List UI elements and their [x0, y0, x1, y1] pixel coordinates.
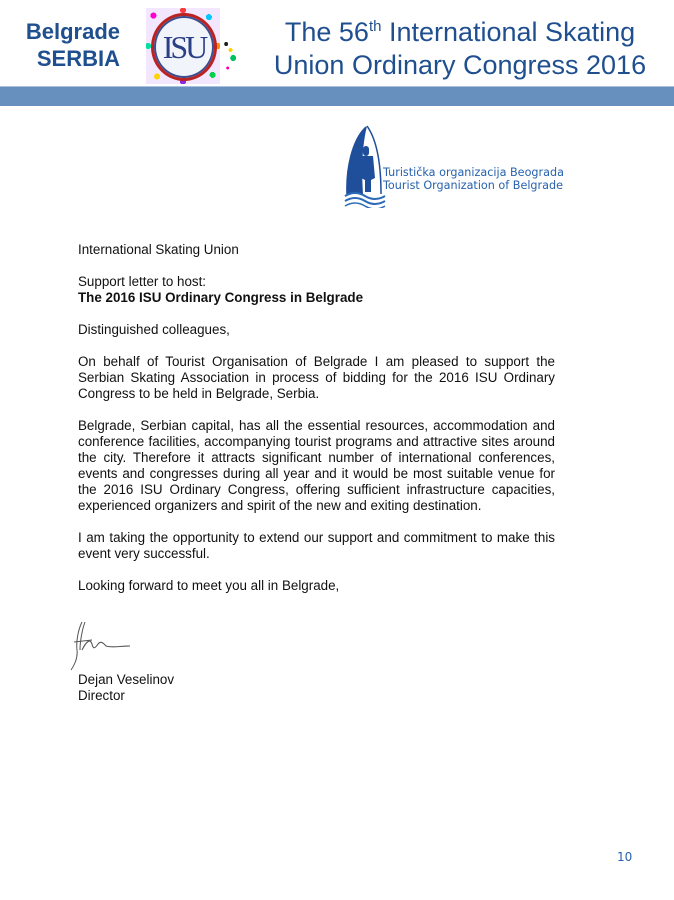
letter-body: [78, 242, 555, 610]
city-name: Belgrade: [25, 19, 120, 44]
congress-title: [250, 16, 670, 82]
isu-logo-ring: [151, 13, 217, 81]
logo-artifact-dots: [222, 36, 236, 76]
paragraph-3: I am taking the opportunity to extend our support and commitment to make this event very successful.: [78, 530, 555, 561]
title-line1-suffix: International Skating: [381, 17, 636, 47]
tourist-organization-name: [383, 166, 564, 192]
subject-block: [78, 274, 555, 306]
signer-title: Director: [78, 688, 125, 703]
isu-logo-text: ISU: [162, 28, 206, 65]
isu-logo: [146, 8, 220, 84]
subject-label: Support letter to host:: [78, 274, 207, 289]
title-prefix: The 56: [284, 17, 369, 47]
title-superscript: th: [368, 18, 382, 35]
tourist-name-english: Tourist Organization of Belgrade: [383, 179, 563, 192]
paragraph-1: On behalf of Tourist Organisation of Belgrade I am pleased to support the Serbian Skating Association in process of bidding for the 2016 ISU Ordinary Congress to be held in Belgrade, Serbia.: [78, 354, 555, 401]
signer-name: Dejan Veselinov: [78, 672, 175, 687]
header-band: [0, 86, 674, 106]
title-line-2: Union Ordinary Congress 2016: [273, 50, 647, 80]
tourist-organization-logo: [343, 124, 563, 210]
paragraph-2: Belgrade, Serbian capital, has all the essential resources, accommodation and conference facilities, accompanying tourist programs and attractive sites around the city. Therefore it attracts significant number of international conferences, events and congresses during all year and it would be most suitable venue for the 2016 ISU Ordinary Congress, offering sufficient infrastructure capacities, experienced organizers and spirit of the new and exiting destination.: [78, 418, 555, 513]
signer-block: [78, 672, 174, 704]
recipient: International Skating Union: [78, 242, 239, 257]
subject-title: The 2016 ISU Ordinary Congress in Belgrade: [78, 290, 364, 305]
statue-emblem-icon: [343, 124, 387, 208]
title-line-1: [250, 16, 670, 49]
closing: Looking forward to meet you all in Belgrade,: [78, 578, 340, 593]
salutation: Distinguished colleagues,: [78, 322, 230, 337]
page-header: [0, 0, 674, 106]
city-label: [8, 18, 120, 72]
signature-icon: [68, 620, 148, 672]
tourist-name-serbian: Turistička organizacija Beograda: [383, 166, 564, 179]
page-number: 10: [617, 850, 633, 864]
country-name: SERBIA: [36, 46, 120, 71]
